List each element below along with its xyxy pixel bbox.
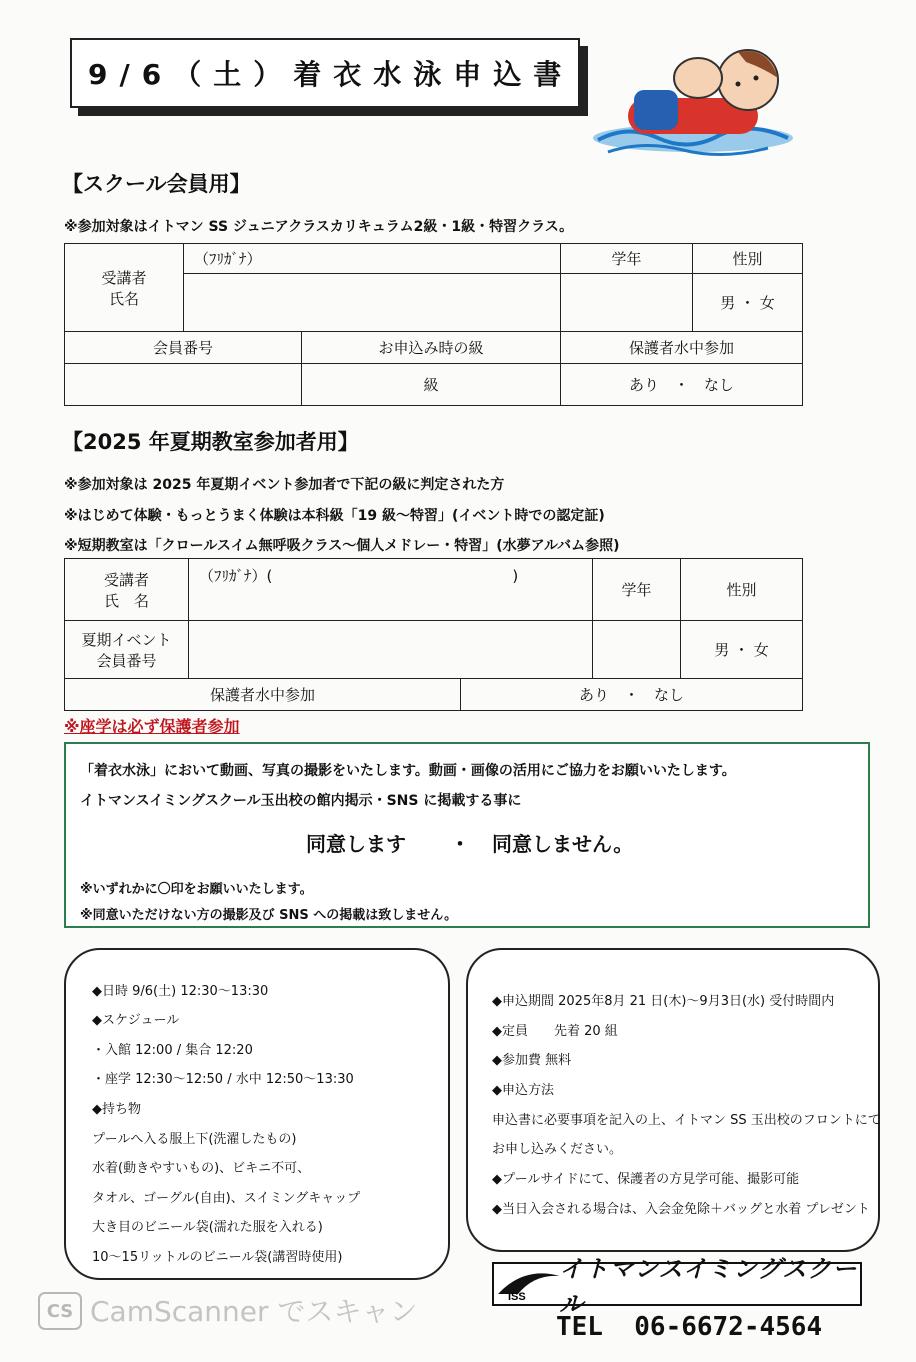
option-separator: ・ xyxy=(450,832,470,856)
summer-member-number-input[interactable] xyxy=(189,621,593,679)
name-input-cell[interactable] xyxy=(184,274,561,332)
camscanner-watermark: CamScanner でスキャン xyxy=(90,1295,418,1328)
summer-gender-options[interactable]: 男 ・ 女 xyxy=(681,621,803,679)
info-line: ◆申込方法 xyxy=(492,1083,554,1098)
consent-note-1: ※いずれかに〇印をお願いいたします。 xyxy=(80,882,313,897)
telephone-number: TEL 06-6672-4564 xyxy=(556,1312,823,1342)
camscanner-badge-icon: CS xyxy=(38,1292,82,1330)
school-logo xyxy=(492,1255,862,1318)
summer-note-2: ※はじめて体験・もっとうまく体験は本科級「19 級～特習」(イベント時での認定証) xyxy=(64,508,605,524)
info-line: ・座学 12:30～12:50 / 水中 12:50～13:30 xyxy=(92,1072,354,1087)
summer-grade-input[interactable] xyxy=(593,621,681,679)
gender-options[interactable]: 男 ・ 女 xyxy=(693,274,803,332)
page-title: 9/6（土）着衣水泳申込書 xyxy=(70,38,580,108)
summer-guardian-water-options[interactable]: あり ・ なし xyxy=(461,679,803,711)
info-line: ◆日時 9/6(土) 12:30～13:30 xyxy=(92,984,269,999)
trainee-name-label xyxy=(65,244,184,332)
info-line: プールへ入る服上下(洗濯したもの) xyxy=(92,1132,297,1147)
disagree-option[interactable]: 同意しません。 xyxy=(492,832,634,856)
summer-section-heading: 【2025 年夏期教室参加者用】 xyxy=(62,430,359,454)
info-line: ◆当日入会される場合は、入会金免除＋バッグと水着 プレゼント xyxy=(492,1202,870,1217)
info-line: 10～15リットルのビニール袋(講習時使用) xyxy=(92,1250,343,1265)
consent-line-1: 「着衣水泳」において動画、写真の撮影をいたします。動画・画像の活用にご協力をお願いいたします。 xyxy=(80,763,736,779)
summer-furigana-cell[interactable]: （ﾌﾘｶﾞﾅ）( ) xyxy=(189,559,593,621)
member-number-label: 会員番号 xyxy=(65,332,302,364)
application-details-box xyxy=(466,948,880,1252)
level-input-cell[interactable]: 級 xyxy=(302,364,561,406)
info-line: ◆参加費 無料 xyxy=(492,1053,572,1068)
photo-consent-box xyxy=(64,742,870,928)
logo-text: イトマンスイミングスクール xyxy=(559,1255,858,1318)
summer-form-table xyxy=(64,558,803,711)
summer-event-label: 夏期イベント xyxy=(81,630,172,649)
info-line: お申し込みください。 xyxy=(492,1142,623,1157)
name-label: 氏名 xyxy=(108,289,139,308)
info-line: ◆申込期間 2025年8月 21 日(木)～9月3日(水) 受付時間内 xyxy=(492,994,835,1009)
info-line: 水着(動きやすいもの)、ビキニ不可、 xyxy=(92,1161,311,1176)
info-line: ◆プールサイドにて、保護者の方見学可能、撮影可能 xyxy=(492,1172,800,1187)
member-eligibility-note: ※参加対象はイトマン SS ジュニアクラスカリキュラム2級・1級・特習クラス。 xyxy=(64,219,574,235)
info-line: ◆スケジュール xyxy=(92,1013,180,1028)
summer-member-number-label: 会員番号 xyxy=(96,651,157,670)
gender-label: 性別 xyxy=(693,244,803,274)
grade-input-cell[interactable] xyxy=(561,274,693,332)
summer-note-1: ※参加対象は 2025 年夏期イベント参加者で下記の級に判定された方 xyxy=(64,477,505,493)
guardian-water-label: 保護者水中参加 xyxy=(561,332,803,364)
info-line: ◆持ち物 xyxy=(92,1102,141,1117)
consent-note-2: ※同意いただけない方の撮影及び SNS への掲載は致しません。 xyxy=(80,908,458,923)
level-label: お申込み時の級 xyxy=(302,332,561,364)
info-line: 申込書に必要事項を記入の上、イトマン SS 玉出校のフロントにて xyxy=(492,1113,881,1128)
info-line: ・入館 12:00 / 集合 12:20 xyxy=(92,1043,253,1058)
event-details-box xyxy=(64,948,450,1280)
guardian-water-options[interactable]: あり ・ なし xyxy=(561,364,803,406)
summer-event-member-label xyxy=(65,621,189,679)
swimming-baby-illustration xyxy=(588,28,808,158)
info-line: タオル、ゴーグル(自由)、スイミングキャップ xyxy=(92,1191,361,1206)
info-line: ◆定員 先着 20 組 xyxy=(492,1024,618,1039)
summer-guardian-water-label: 保護者水中参加 xyxy=(65,679,461,711)
trainee-label: 受講者 xyxy=(101,268,147,287)
summer-name-label: 氏 名 xyxy=(103,591,149,610)
summer-note-3: ※短期教室は「クロールスイム無呼吸クラス～個人メドレー・特習」(水夢アルバム参照) xyxy=(64,538,620,554)
member-form-table xyxy=(64,243,803,406)
furigana-label: （ﾌﾘｶﾞﾅ） xyxy=(184,244,561,274)
logo-mark: ISS xyxy=(508,1291,526,1302)
grade-label: 学年 xyxy=(561,244,693,274)
summer-trainee-name-label xyxy=(65,559,189,621)
summer-grade-label: 学年 xyxy=(593,559,681,621)
iss-wave-logo-icon xyxy=(494,1266,559,1302)
member-number-input-cell[interactable] xyxy=(65,364,302,406)
member-section-heading: 【スクール会員用】 xyxy=(62,172,251,196)
consent-line-2: イトマンスイミングスクール玉出校の館内掲示・SNS に掲載する事に xyxy=(80,793,522,809)
agree-option[interactable]: 同意します xyxy=(306,832,406,856)
summer-trainee-label: 受講者 xyxy=(103,570,149,589)
summer-gender-label: 性別 xyxy=(681,559,803,621)
guardian-required-note: ※座学は必ず保護者参加 xyxy=(64,717,240,736)
info-line: 大き目のビニール袋(濡れた服を入れる) xyxy=(92,1220,323,1235)
